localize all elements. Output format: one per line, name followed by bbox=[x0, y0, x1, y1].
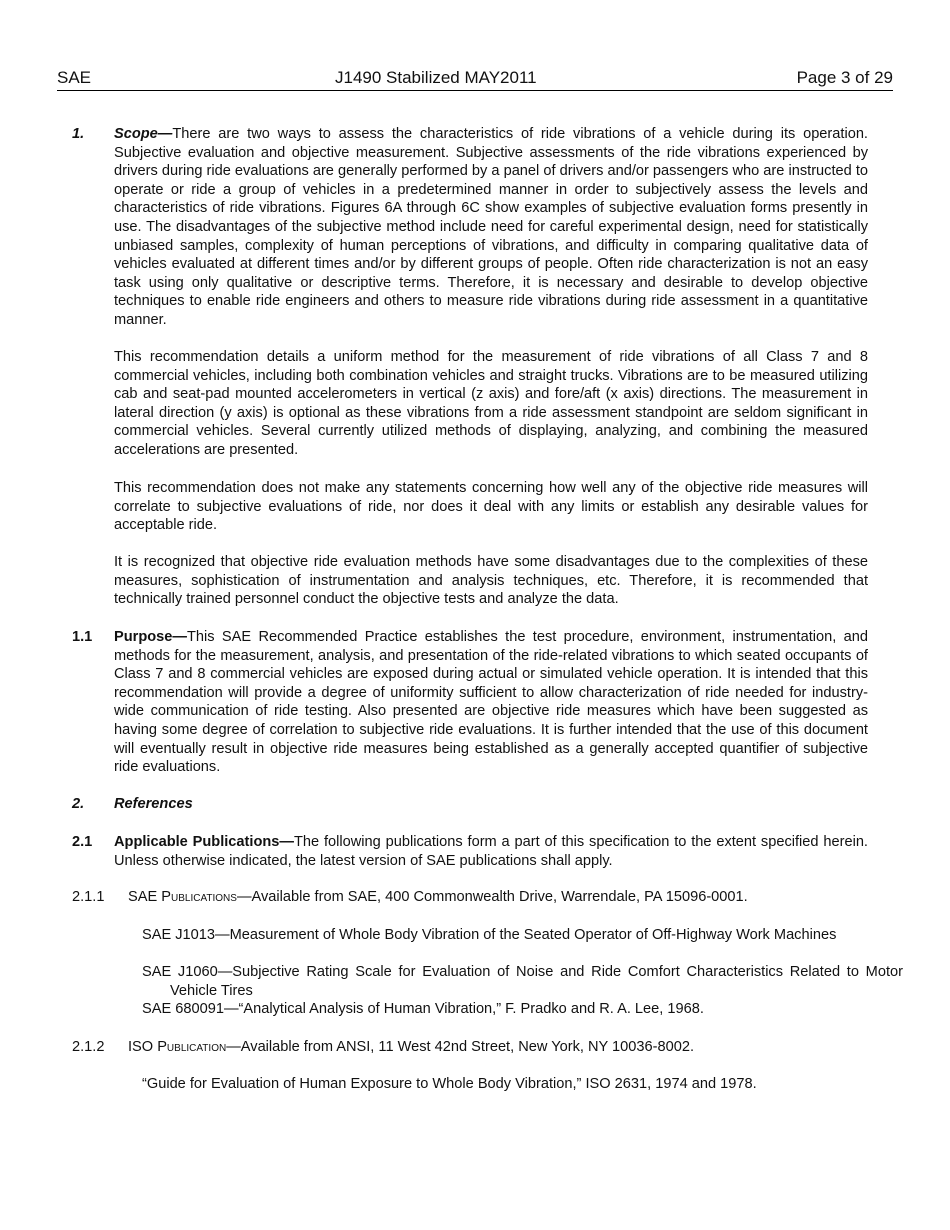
section-1-lead: Scope— bbox=[114, 126, 173, 142]
section-1-1-text: This SAE Recommended Practice establishes the test procedure, environment, instrumentation, and methods for the measurement, analysis, and presentation of the ride-related vibrations to which seated occupants of Class 7 and 8 commercial vehicles are exposed during actual or simulated vehicle operation. It is intended that this recommendation will provide a degree of uniformity sufficient to allow characterization of ride needed for industry-wide communication of ride testing. Also presented are objective ride measures which have been suggested as having some degree of correlation to subjective ride evaluations. It is further intended that the use of this document will eventually result in objective ride measures being established as a generally accepted quantifier of subjective ride evaluations. bbox=[114, 629, 868, 776]
section-1-paragraph-4: It is recognized that objective ride evaluation methods have some disadvantages due to the complexities of these measures, sophistication of instrumentation and analysis techniques, etc. Therefore, it is recommended that technically trained personnel conduct the objective tests and analyze the data. bbox=[114, 554, 868, 608]
reference-sae-j1060: SAE J1060—Subjective Rating Scale for Evaluation of Noise and Ride Comfort Characteristics Related to Motor Vehicle Tires bbox=[142, 964, 903, 999]
section-1-number: 1. bbox=[72, 126, 85, 142]
section-2-1-2-number: 2.1.2 bbox=[72, 1039, 105, 1055]
section-1-1-purpose-paragraph bbox=[114, 628, 868, 777]
section-1-p1-text: There are two ways to assess the characteristics of ride vibrations of a vehicle during its operation. Subjective evaluation and objective measurement. Subjective assessments of the ride vibrations experienced by drivers during ride evaluations are generally performed by a panel of drivers and/or passengers who are instructed to operate or ride a group of vehicles in a predetermined manner in order to subjectively assess the levels and characteristics of ride vibrations. Figures 6A through 6C show examples of subjective evaluation forms presently in use. The disadvantages of the subjective method include need for careful experimental design, need for statistically unbiased samples, complexity of human perceptions of vibrations, and difficulty in comparing qualitative data of vehicles evaluated at different times and/or by different groups of people. Often ride characterization is not an easy task using only qualitative or descriptive terms. Therefore, it is necessary and desirable to develop objective techniques to enable ride engineers and others to measure ride vibrations during ride assessment in a quantitative manner. bbox=[114, 126, 868, 328]
header-org: SAE bbox=[57, 68, 92, 87]
section-2-1-2-line bbox=[128, 1038, 694, 1057]
section-2-1-number: 2.1 bbox=[72, 834, 93, 850]
header-page-number: Page 3 of 29 bbox=[796, 68, 893, 87]
section-2-title: References bbox=[114, 796, 193, 812]
section-2-1-1-label: SAE Publications bbox=[128, 889, 237, 905]
section-1-1-number: 1.1 bbox=[72, 629, 93, 645]
section-2-1-1-text: —Available from SAE, 400 Commonwealth Drive, Warrendale, PA 15096-0001. bbox=[236, 889, 748, 905]
section-2-1-text: The following publications form a part of this specification to the extent specified herein. Unless otherwise indicated, the latest version of SAE publications shall apply. bbox=[114, 834, 868, 869]
section-1-scope-paragraph bbox=[114, 125, 868, 330]
section-2-1-2-label: ISO Publication bbox=[128, 1039, 227, 1055]
section-1-paragraph-3: This recommendation does not make any statements concerning how well any of the objective ride measures will correlate to subjective evaluations of ride, nor does it deal with any limits or establish any desirable values for acceptable ride. bbox=[114, 480, 868, 534]
section-1-paragraph-2: This recommendation details a uniform method for the measurement of ride vibrations of all Class 7 and 8 commercial vehicles, including both combination vehicles and straight trucks. Vibrations are to be measured utilizing cab and seat-pad mounted accelerometers in vertical (z axis) and fore/aft (x axis) directions. The measurement in lateral direction (y axis) is optional as these vibrations from a ride assessment standpoint are seldom significant in commercial vehicles. Several currently utilized methods of displaying, analyzing, and combining the measured accelerations are presented. bbox=[114, 349, 868, 458]
section-2-1-2-text: —Available from ANSI, 11 West 42nd Street, New York, NY 10036-8002. bbox=[226, 1039, 695, 1055]
section-2-1-paragraph bbox=[114, 833, 868, 870]
section-2-1-lead: Applicable Publications— bbox=[114, 834, 294, 850]
reference-sae-680091: SAE 680091—“Analytical Analysis of Human Vibration,” F. Pradko and R. A. Lee, 1968. bbox=[142, 1001, 704, 1017]
section-2-1-1-line bbox=[128, 888, 748, 907]
page-header bbox=[57, 68, 893, 91]
reference-sae-j1013: SAE J1013—Measurement of Whole Body Vibration of the Seated Operator of Off-Highway Work Machines bbox=[142, 927, 837, 943]
section-2-number: 2. bbox=[72, 796, 85, 812]
section-1-1-lead: Purpose— bbox=[114, 629, 187, 645]
reference-iso-2631: “Guide for Evaluation of Human Exposure to Whole Body Vibration,” ISO 2631, 1974 and 1978. bbox=[142, 1076, 757, 1092]
header-document-id: J1490 Stabilized MAY2011 bbox=[335, 68, 537, 87]
section-2-1-1-number: 2.1.1 bbox=[72, 889, 105, 905]
